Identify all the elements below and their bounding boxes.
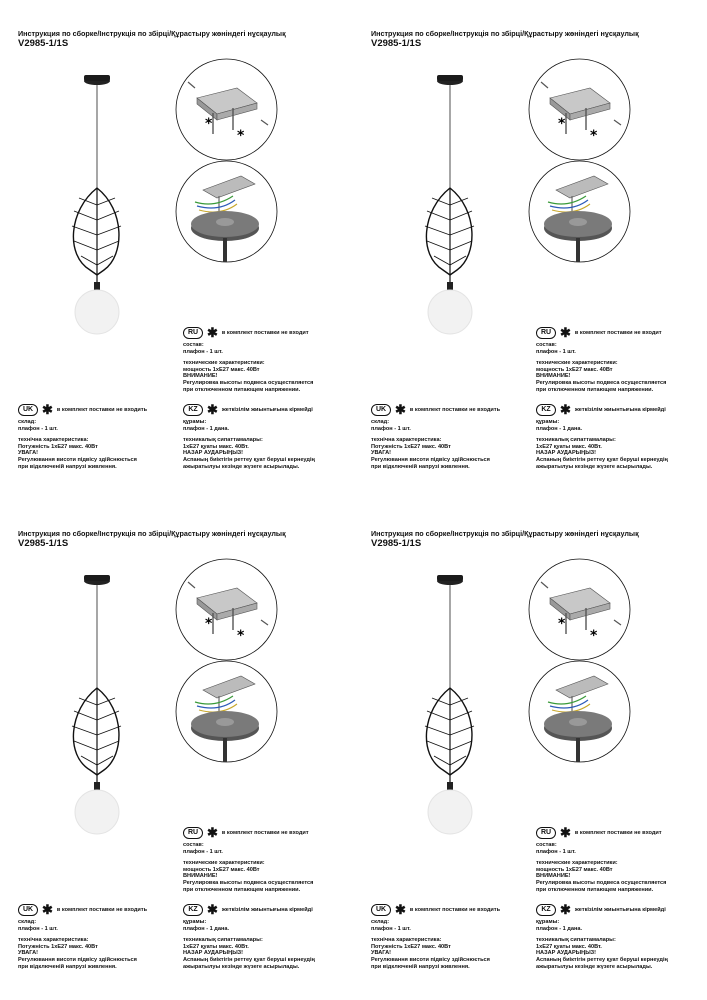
contents-lines [536, 419, 668, 432]
text-line: НАЗАР АУДАРЫҢЫЗ! [183, 450, 244, 457]
text-line: НАЗАР АУДАРЫҢЫЗ! [536, 450, 597, 457]
text-line: НАЗАР АУДАРЫҢЫЗ! [183, 950, 244, 957]
specs-lines [183, 360, 313, 393]
not-included-note: в комплект поставки не входить [409, 906, 501, 913]
text-line: плафон - 1 шт. [371, 925, 411, 932]
text-line: Аспаның биіктігін реттеу қуат беруші кернеудің [183, 456, 315, 463]
text-line: Регулювання висоти підвісу здійснюється [18, 456, 137, 463]
uk-section [371, 404, 500, 470]
kz-language-badge: KZ [183, 404, 203, 416]
canopy-wiring-illustration [175, 660, 278, 763]
instruction-title: Инструкция по сборке/Інструкція по збірці/Құрастыру жөніндегі нұсқаулық [371, 29, 639, 38]
text-line: Регулировка высоты подвеса осуществляется [183, 879, 314, 886]
ru-section [536, 327, 666, 393]
contents-lines [536, 919, 668, 932]
text-line: плафон - 1 шт. [183, 848, 223, 855]
text-line: технические характеристики: [183, 360, 265, 367]
text-line: плафон - 1 дана. [536, 925, 583, 932]
text-line: плафон - 1 дана. [536, 425, 583, 432]
text-line: УВАГА! [371, 950, 392, 957]
text-line: Потужність 1хЕ27 макс. 40Вт [371, 443, 451, 450]
text-line: технические характеристики: [536, 860, 618, 867]
text-line: ВНИМАНИЕ! [536, 373, 571, 380]
asterisk-icon: ✱ [207, 902, 218, 917]
text-line: Регулировка высоты подвеса осуществляется [536, 879, 667, 886]
contents-lines [183, 342, 313, 355]
instruction-panel [0, 500, 353, 1000]
text-line: Регулювання висоти підвісу здійснюється [371, 956, 490, 963]
uk-section [18, 904, 147, 970]
pendant-lamp-illustration [408, 570, 493, 845]
uk-language-badge: UK [371, 404, 391, 416]
text-line: Аспаның биіктігін реттеу қуат беруші кернеудің [183, 956, 315, 963]
canopy-wiring-illustration [528, 660, 631, 763]
asterisk-icon: * [205, 116, 213, 132]
kz-language-badge: KZ [536, 904, 556, 916]
text-line: техникалық сипаттамалары: [536, 437, 616, 444]
asterisk-icon: ✱ [207, 325, 218, 340]
text-line: ажыратылуы кезінде жүзеге асырылады. [183, 963, 300, 970]
asterisk-icon: * [558, 616, 566, 632]
asterisk-icon: * [237, 128, 245, 144]
not-included-note: в комплект поставки не входить [409, 406, 501, 413]
ru-language-badge: RU [536, 827, 556, 839]
text-line: Регулювання висоти підвісу здійснюється [371, 456, 490, 463]
canopy-wiring-illustration [175, 160, 278, 263]
instruction-title: Инструкция по сборке/Інструкція по збірці/Құрастыру жөніндегі нұсқаулық [18, 29, 286, 38]
asterisk-icon: * [590, 628, 598, 644]
not-included-note: жеткізілім жиынтығына кірмейді [221, 406, 313, 413]
asterisk-icon: * [590, 128, 598, 144]
model-number: V2985-1/1S [371, 538, 422, 549]
text-line: плафон - 1 шт. [18, 925, 58, 932]
asterisk-icon: ✱ [560, 902, 571, 917]
not-included-note: жеткізілім жиынтығына кірмейді [574, 906, 666, 913]
pendant-lamp-illustration [55, 570, 140, 845]
asterisk-icon: ✱ [42, 902, 53, 917]
contents-lines [183, 919, 315, 932]
asterisk-icon: * [237, 628, 245, 644]
text-line: Регулювання висоти підвісу здійснюється [18, 956, 137, 963]
bracket-detail-illustration [175, 58, 278, 161]
ru-language-badge: RU [183, 327, 203, 339]
kz-section [536, 404, 668, 470]
text-line: технические характеристики: [183, 860, 265, 867]
text-line: технічна характеристика: [371, 937, 442, 944]
kz-language-badge: KZ [183, 904, 203, 916]
text-line: 1хЕ27 қуаты макс. 40Вт. [536, 443, 602, 450]
text-line: 1хЕ27 қуаты макс. 40Вт. [183, 443, 249, 450]
canopy-wiring-illustration [528, 160, 631, 263]
ru-section [536, 827, 666, 893]
text-line: плафон - 1 шт. [536, 848, 576, 855]
ru-section [183, 827, 313, 893]
asterisk-icon: ✱ [42, 402, 53, 417]
text-line: техникалық сипаттамалары: [183, 437, 263, 444]
text-line: құрамы: [183, 919, 207, 925]
specs-lines [536, 360, 666, 393]
text-line: при отключенном питающем напряжении. [536, 886, 654, 893]
asterisk-icon: ✱ [560, 325, 571, 340]
text-line: склад: [371, 919, 390, 925]
text-line: состав: [183, 342, 204, 348]
text-line: техникалық сипаттамалары: [536, 937, 616, 944]
not-included-note: в комплект поставки не входит [221, 829, 309, 836]
bracket-detail-illustration [175, 558, 278, 661]
text-line: состав: [536, 342, 557, 348]
specs-lines [18, 937, 147, 970]
bracket-detail-illustration [528, 558, 631, 661]
text-line: УВАГА! [18, 450, 39, 457]
asterisk-icon: ✱ [207, 402, 218, 417]
text-line: мощность 1хЕ27 макс. 40Вт [536, 866, 613, 873]
text-line: плафон - 1 дана. [183, 425, 230, 432]
ru-language-badge: RU [183, 827, 203, 839]
text-line: ВНИМАНИЕ! [183, 873, 218, 880]
not-included-note: жеткізілім жиынтығына кірмейді [221, 906, 313, 913]
specs-lines [183, 860, 313, 893]
not-included-note: в комплект поставки не входит [574, 829, 662, 836]
specs-lines [536, 860, 666, 893]
text-line: плафон - 1 шт. [183, 348, 223, 355]
contents-lines [536, 342, 666, 355]
text-line: НАЗАР АУДАРЫҢЫЗ! [536, 950, 597, 957]
kz-section [183, 404, 315, 470]
text-line: плафон - 1 шт. [536, 348, 576, 355]
asterisk-icon: ✱ [395, 402, 406, 417]
ru-language-badge: RU [536, 327, 556, 339]
contents-lines [536, 842, 666, 855]
kz-language-badge: KZ [536, 404, 556, 416]
not-included-note: в комплект поставки не входит [221, 329, 309, 336]
asterisk-icon: ✱ [395, 902, 406, 917]
text-line: мощность 1хЕ27 макс. 40Вт [183, 366, 260, 373]
text-line: при відключеній напрузі живлення. [371, 463, 470, 470]
instruction-panel [0, 0, 353, 500]
model-number: V2985-1/1S [18, 38, 69, 49]
uk-language-badge: UK [371, 904, 391, 916]
text-line: УВАГА! [18, 950, 39, 957]
model-number: V2985-1/1S [371, 38, 422, 49]
text-line: Регулировка высоты подвеса осуществляется [183, 379, 314, 386]
asterisk-icon: ✱ [560, 825, 571, 840]
not-included-note: в комплект поставки не входит [574, 329, 662, 336]
specs-lines [536, 437, 668, 470]
instruction-title: Инструкция по сборке/Інструкція по збірці/Құрастыру жөніндегі нұсқаулық [371, 529, 639, 538]
text-line: құрамы: [183, 419, 207, 425]
not-included-note: в комплект поставки не входить [56, 406, 148, 413]
contents-lines [183, 842, 313, 855]
text-line: ВНИМАНИЕ! [536, 873, 571, 880]
text-line: при отключенном питающем напряжении. [183, 886, 301, 893]
text-line: құрамы: [536, 919, 560, 925]
text-line: технические характеристики: [536, 360, 618, 367]
text-line: технічна характеристика: [18, 437, 89, 444]
text-line: мощность 1хЕ27 макс. 40Вт [183, 866, 260, 873]
text-line: склад: [371, 419, 390, 425]
pendant-lamp-illustration [55, 70, 140, 345]
specs-lines [183, 437, 315, 470]
text-line: ажыратылуы кезінде жүзеге асырылады. [183, 463, 300, 470]
text-line: құрамы: [536, 419, 560, 425]
text-line: ВНИМАНИЕ! [183, 373, 218, 380]
asterisk-icon: ✱ [207, 825, 218, 840]
kz-section [183, 904, 315, 970]
uk-language-badge: UK [18, 904, 38, 916]
text-line: при отключенном питающем напряжении. [183, 386, 301, 393]
uk-section [371, 904, 500, 970]
bracket-detail-illustration [528, 58, 631, 161]
text-line: Аспаның биіктігін реттеу қуат беруші кернеудің [536, 956, 668, 963]
text-line: Потужність 1хЕ27 макс. 40Вт [18, 443, 98, 450]
text-line: 1хЕ27 қуаты макс. 40Вт. [536, 943, 602, 950]
text-line: техникалық сипаттамалары: [183, 937, 263, 944]
uk-section [18, 404, 147, 470]
specs-lines [18, 437, 147, 470]
text-line: 1хЕ27 қуаты макс. 40Вт. [183, 943, 249, 950]
text-line: при відключеній напрузі живлення. [18, 463, 117, 470]
specs-lines [371, 437, 500, 470]
specs-lines [371, 937, 500, 970]
text-line: склад: [18, 919, 37, 925]
text-line: при відключеній напрузі живлення. [371, 963, 470, 970]
text-line: мощность 1хЕ27 макс. 40Вт [536, 366, 613, 373]
text-line: плафон - 1 дана. [183, 925, 230, 932]
text-line: ажыратылуы кезінде жүзеге асырылады. [536, 463, 653, 470]
asterisk-icon: * [558, 116, 566, 132]
contents-lines [371, 919, 500, 932]
contents-lines [371, 419, 500, 432]
not-included-note: жеткізілім жиынтығына кірмейді [574, 406, 666, 413]
text-line: Регулировка высоты подвеса осуществляется [536, 379, 667, 386]
instruction-panel [353, 0, 706, 500]
model-number: V2985-1/1S [18, 538, 69, 549]
pendant-lamp-illustration [408, 70, 493, 345]
text-line: УВАГА! [371, 450, 392, 457]
specs-lines [536, 937, 668, 970]
instruction-panel [353, 500, 706, 1000]
text-line: Аспаның биіктігін реттеу қуат беруші кернеудің [536, 456, 668, 463]
text-line: плафон - 1 шт. [371, 425, 411, 432]
text-line: технічна характеристика: [371, 437, 442, 444]
text-line: технічна характеристика: [18, 937, 89, 944]
asterisk-icon: ✱ [560, 402, 571, 417]
not-included-note: в комплект поставки не входить [56, 906, 148, 913]
text-line: при отключенном питающем напряжении. [536, 386, 654, 393]
text-line: Потужність 1хЕ27 макс. 40Вт [371, 943, 451, 950]
asterisk-icon: * [205, 616, 213, 632]
text-line: плафон - 1 шт. [18, 425, 58, 432]
contents-lines [183, 419, 315, 432]
specs-lines [183, 937, 315, 970]
instruction-title: Инструкция по сборке/Інструкція по збірці/Құрастыру жөніндегі нұсқаулық [18, 529, 286, 538]
uk-language-badge: UK [18, 404, 38, 416]
text-line: состав: [183, 842, 204, 848]
contents-lines [18, 919, 147, 932]
text-line: склад: [18, 419, 37, 425]
text-line: состав: [536, 842, 557, 848]
text-line: при відключеній напрузі живлення. [18, 963, 117, 970]
contents-lines [18, 419, 147, 432]
kz-section [536, 904, 668, 970]
text-line: Потужність 1хЕ27 макс. 40Вт [18, 943, 98, 950]
text-line: ажыратылуы кезінде жүзеге асырылады. [536, 963, 653, 970]
ru-section [183, 327, 313, 393]
